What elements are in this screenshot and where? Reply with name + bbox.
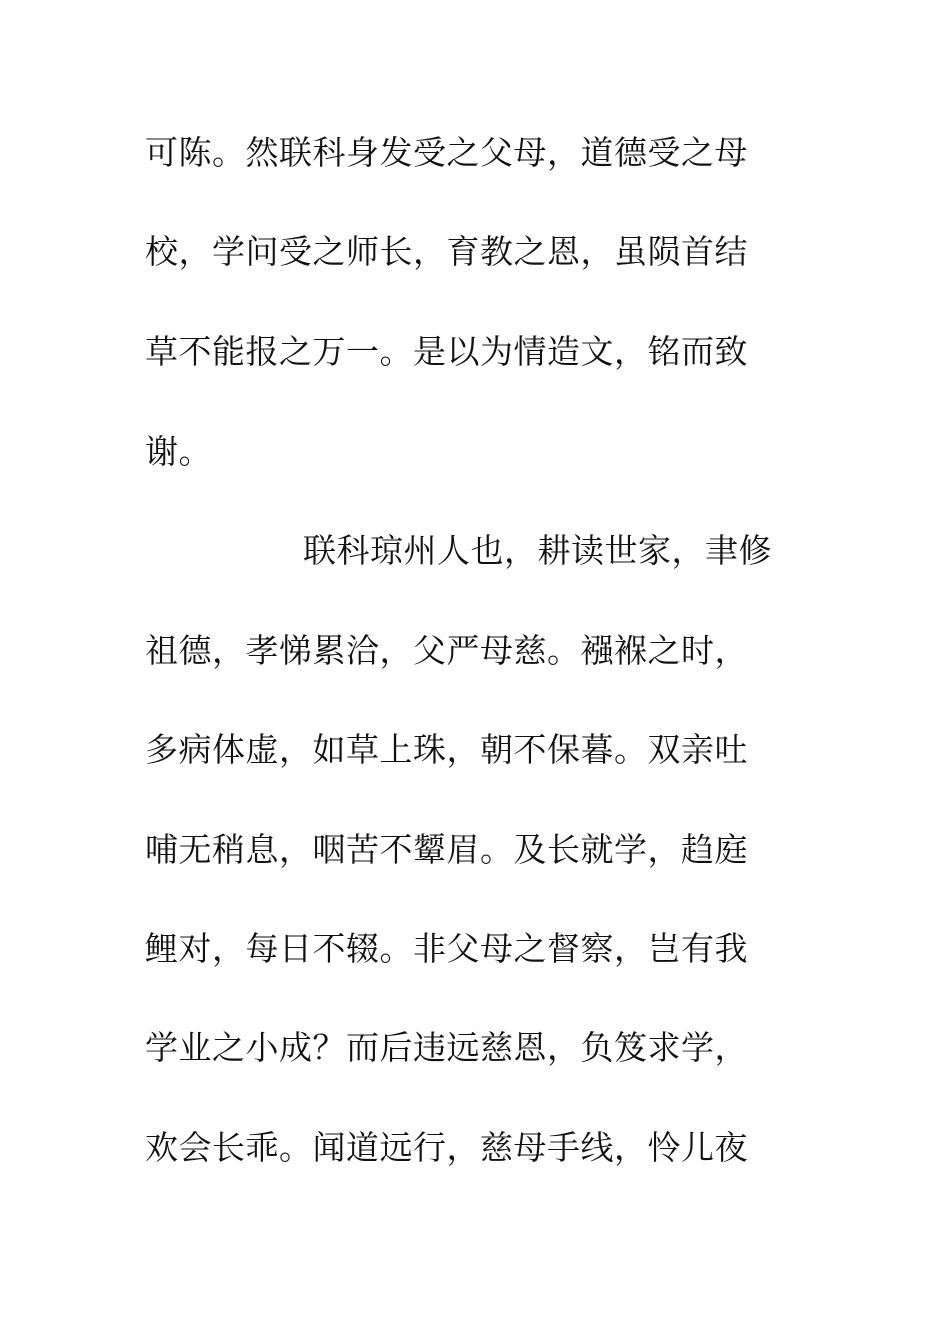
text-line-11: 欢会长乖。闻道远行，慈母手线，怜儿夜 (145, 1128, 748, 1167)
text-line-7: 多病体虚，如草上珠，朝不保暮。双亲吐 (145, 730, 748, 769)
text-line-3: 草不能报之万一。是以为情造文，铭而致 (145, 332, 748, 371)
text-line-8: 哺无稍息，咽苦不颦眉。及长就学，趋庭 (145, 830, 748, 869)
text-line-4: 谢。 (145, 432, 212, 471)
paragraph-start-line: 联科琼州人也，耕读世家，聿修 (303, 531, 772, 570)
text-line-10: 学业之小成？而后违远慈恩，负笈求学， (145, 1028, 748, 1067)
text-line-6: 祖德，孝悌累洽，父严母慈。襁褓之时， (145, 631, 748, 670)
text-line-2: 校，学问受之师长，育教之恩，虽陨首结 (145, 232, 748, 271)
text-line-9: 鲤对，每日不辍。非父母之督察，岂有我 (145, 929, 748, 968)
text-line-1: 可陈。然联科身发受之父母，道德受之母 (145, 133, 748, 172)
